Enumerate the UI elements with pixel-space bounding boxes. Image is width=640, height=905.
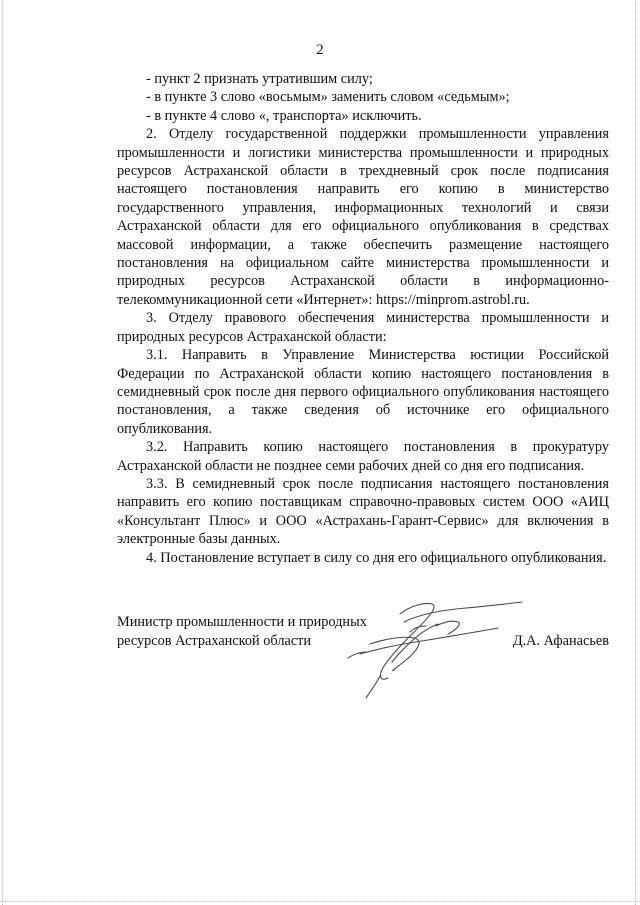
paragraph-2: 2. Отделу государственной поддержки промышленности управления промышленности и логистики министерства промышленности и природных ресурсов Астраханской области в трехдневный срок после подписания настоящего постановления направить его копию в министерство государственного управления, информационных технологий и связи Астраханской области для его официального опубликования в средствах массовой информации, а также обеспечить размещение настоящего постановления на официальном сайте министерства промышленности и природных ресурсов Астраханской области в информационно-телекоммуникационной сети «Интернет»: https://minprom.astrobl.ru. [117,126,609,308]
page-number: 2 [316,42,324,58]
scan-edge-right [635,0,637,905]
document-body [117,70,609,567]
amendment-item-3: - в пункте 4 слово «, транспорта» исключить. [146,107,422,124]
signatory-title-line-1: Министр промышленности и природных [117,614,367,630]
amendment-item-2: - в пункте 3 слово «восьмым» заменить словом «седьмым»; [146,89,510,106]
paragraph-3-3: 3.3. В семидневный срок после подписания настоящего постановления направить его копию поставщикам справочно-правовых систем ООО «АИЦ «Консультант Плюс» и ООО «Астрахань-Гарант-Сервис» для включения в электронные базы данных. [117,475,609,548]
paragraph-3-2: 3.2. Направить копию настоящего постановления в прокуратуру Астраханской области не позднее семи рабочих дней со дня его подписания. [117,439,609,474]
paragraph-3-1: 3.1. Направить в Управление Министерства юстиции Российской Федерации по Астраханской области копию настоящего постановления в семидневный срок после дня первого официального опубликования настоящего постановления, а также сведения об источнике его официального опубликования. [117,347,609,437]
scan-edge-left [2,0,4,905]
scan-edge-bottom [0,901,640,903]
paragraph-4: 4. Постановление вступает в силу со дня его официального опубликования. [146,549,607,566]
signatory-title-line-2: ресурсов Астраханской области [117,633,312,649]
handwritten-signature [340,592,530,702]
signatory-name: Д.А. Афанасьев [512,633,609,649]
amendment-item-1: - пункт 2 признать утратившим силу; [146,71,373,87]
paragraph-3: 3. Отделу правового обеспечения министерства промышленности и природных ресурсов Астраханской области: [117,310,609,345]
